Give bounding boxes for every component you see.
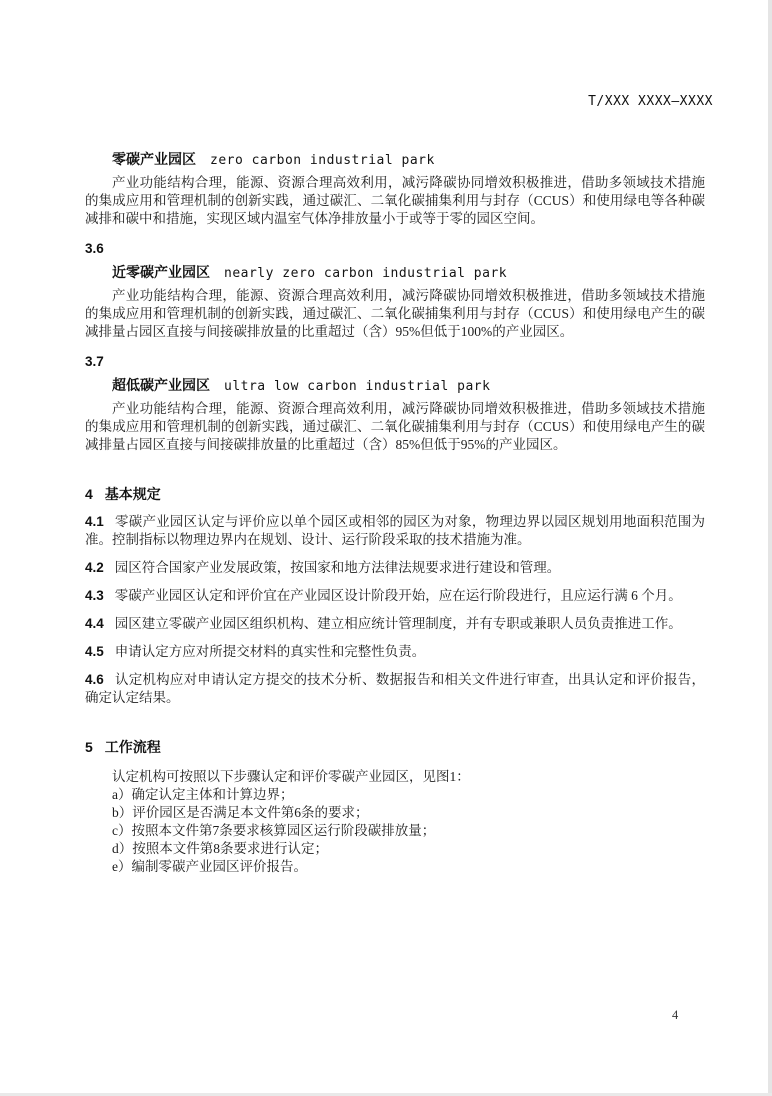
term-en: nearly zero carbon industrial park (224, 266, 508, 281)
clause-4-2 (85, 559, 705, 577)
term-en: ultra low carbon industrial park (224, 379, 491, 394)
workflow-step: d）按照本文件第8条要求进行认定； (112, 841, 328, 856)
term-zh: 近零碳产业园区 (112, 264, 210, 280)
clause-text: 认定机构应对申请认定方提交的技术分析、数据报告和相关文件进行审查，出具认定和评价报告，确定认定结果。 (85, 672, 705, 705)
clause-text: 零碳产业园区认定和评价宜在产业园区设计阶段开始，应在运行阶段进行，且应运行满 6 个月。 (114, 588, 682, 603)
clause-number: 4.1 (85, 514, 104, 529)
clause-text: 零碳产业园区认定与评价应以单个园区或相邻的园区为对象，物理边界以园区规划用地面积范围为准。控制指标以物理边界内在规划、设计、运行阶段采取的技术措施为准。 (85, 514, 705, 547)
section-title: 基本规定 (104, 486, 161, 502)
term-heading (85, 150, 705, 170)
clause-4-4 (85, 615, 705, 633)
section-number: 5 (85, 739, 93, 755)
section-title: 工作流程 (104, 739, 161, 755)
term-heading (85, 376, 705, 396)
term-definition: 产业功能结构合理，能源、资源合理高效利用，减污降碳协同增效积极推进，借助多领域技术措施的集成应用和管理机制的创新实践，通过碳汇、二氧化碳捕集利用与封存（CCUS）和使用绿电等各种碳减排和碳中和措施，实现区域内温室气体净排放量小于或等于零的园区空间。 (85, 175, 705, 226)
workflow-steps (85, 786, 705, 876)
section-number: 4 (85, 486, 93, 502)
clause-number: 4.2 (85, 560, 104, 575)
clause-4-6 (85, 671, 705, 707)
clause-4-5 (85, 643, 705, 661)
clause-4-1 (85, 513, 705, 549)
clause-text: 园区建立零碳产业园区组织机构、建立相应统计管理制度，并有专职或兼职人员负责推进工作。 (114, 616, 682, 631)
clause-number: 4.4 (85, 616, 104, 631)
term-zh: 超低碳产业园区 (112, 377, 210, 393)
workflow-step: b）评价园区是否满足本文件第6条的要求； (112, 805, 369, 820)
clause-text: 园区符合国家产业发展政策，按国家和地方法律法规要求进行建设和管理。 (114, 560, 561, 575)
term-en: zero carbon industrial park (210, 153, 435, 168)
workflow-step: c）按照本文件第7条要求核算园区运行阶段碳排放量； (112, 823, 436, 838)
page-right-edge (768, 0, 772, 1096)
clause-number: 4.3 (85, 588, 104, 603)
document-content (85, 150, 705, 876)
term-heading (85, 263, 705, 283)
term-definition: 产业功能结构合理，能源、资源合理高效利用，减污降碳协同增效积极推进，借助多领域技术措施的集成应用和管理机制的创新实践，通过碳汇、二氧化碳捕集利用与封存（CCUS）和使用绿电产生的碳减排量占园区直接与间接碳排放量的比重超过（含）95%但低于100%的产业园区。 (85, 288, 705, 339)
workflow-step: e）编制零碳产业园区评价报告。 (112, 859, 307, 874)
doc-code-header: T/XXX XXXX—XXXX (588, 94, 713, 109)
clause-text: 申请认定方应对所提交材料的真实性和完整性负责。 (114, 644, 426, 659)
term-zh: 零碳产业园区 (112, 151, 196, 167)
section-5-intro: 认定机构可按照以下步骤认定和评价零碳产业园区，见图1： (112, 769, 470, 784)
page-number: 4 (672, 1008, 679, 1022)
term-number: 3.7 (85, 354, 104, 369)
section-4-heading (85, 485, 705, 503)
clause-number: 4.5 (85, 644, 104, 659)
workflow-step: a）确定认定主体和计算边界； (112, 787, 294, 802)
section-5-heading (85, 738, 705, 756)
clause-number: 4.6 (85, 672, 104, 687)
clause-4-3 (85, 587, 705, 605)
term-number: 3.6 (85, 241, 104, 256)
term-definition: 产业功能结构合理，能源、资源合理高效利用，减污降碳协同增效积极推进，借助多领域技术措施的集成应用和管理机制的创新实践，通过碳汇、二氧化碳捕集利用与封存（CCUS）和使用绿电产生的碳减排量占园区直接与间接碳排放量的比重超过（含）85%但低于95%的产业园区。 (85, 401, 705, 452)
